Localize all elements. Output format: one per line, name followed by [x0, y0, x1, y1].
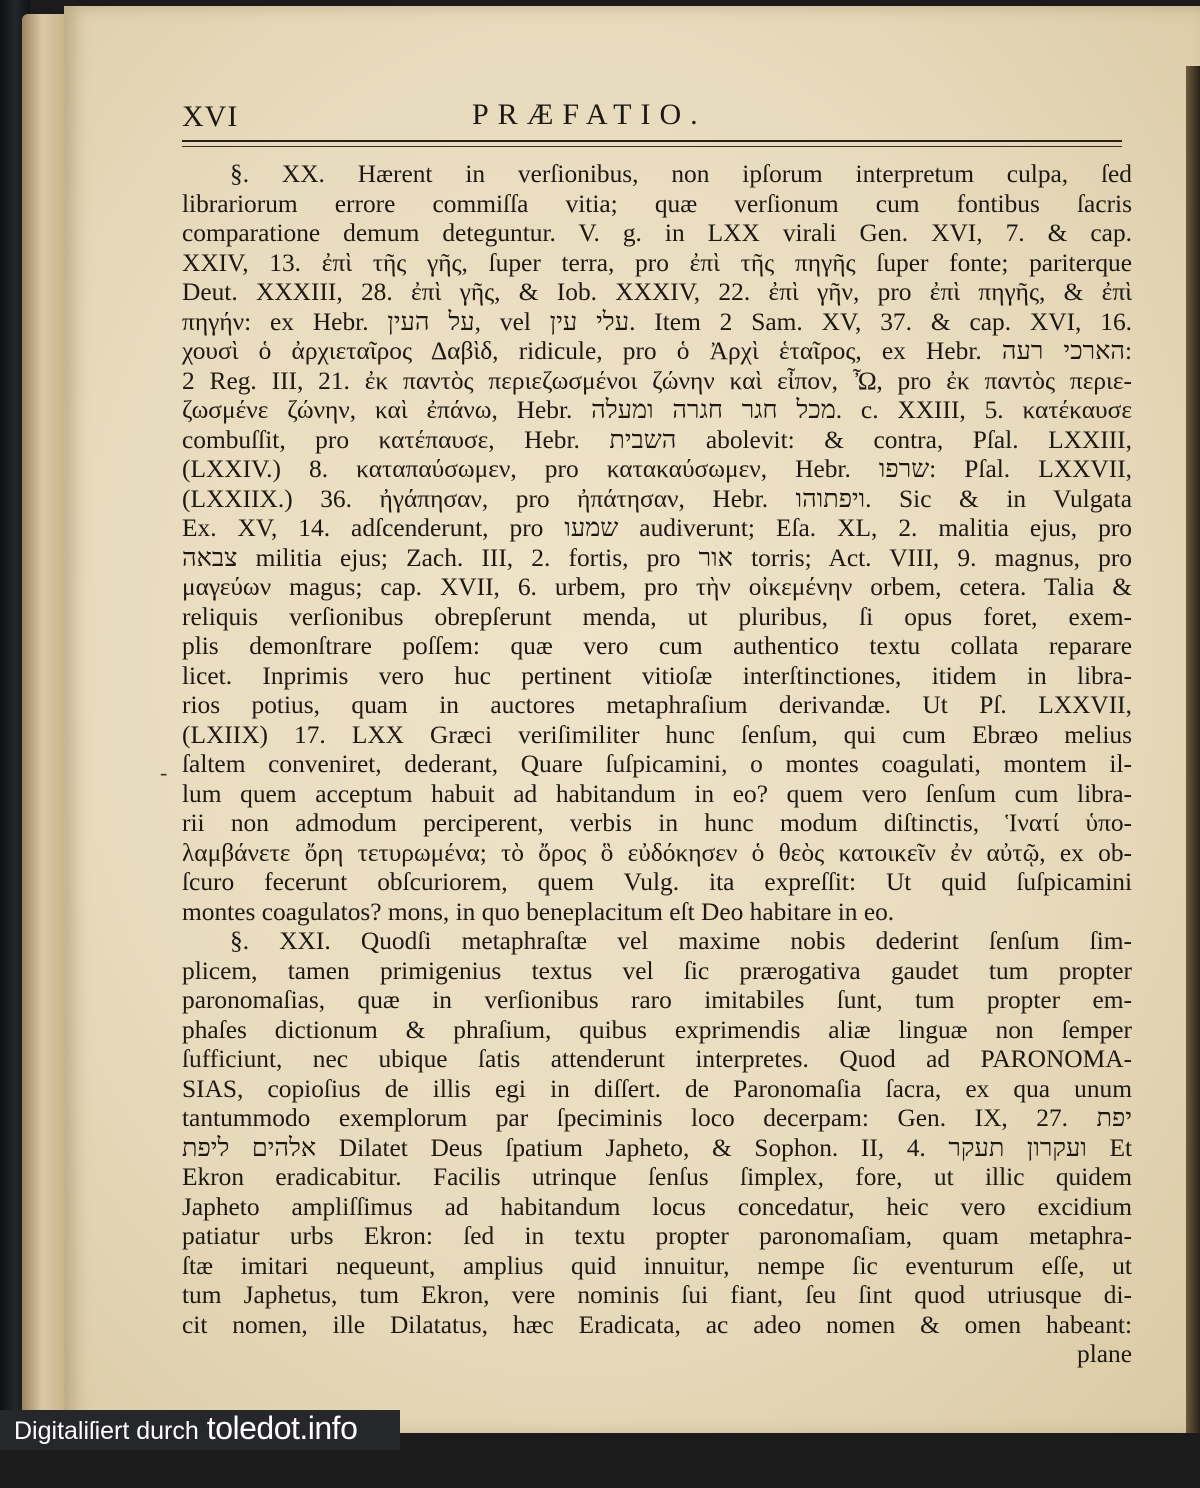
text-line: Deut. XXXIII, 28. ἐπὶ γῆς, & Iob. XXXIV, 22. ἐπὶ γῆν, pro ἐπὶ πηγῆς, & ἐπὶ [182, 278, 1132, 306]
text-line: plicem, tamen primigenius textus vel ſic prærogativa gaudet tum propter [182, 956, 1132, 985]
text-line: (LXXIV.) 8. καταπαύσωμεν, pro κατακαύσωμεν, Hebr. שרפו: Pſal. LXXVII, [182, 455, 1132, 483]
page-number: XVI [182, 100, 239, 133]
header-rule-thin [182, 146, 1122, 147]
watermark-domain-link[interactable]: toledot.info [206, 1410, 358, 1446]
text-line: paronomaſias, quæ in verſionibus raro imitabiles ſunt, tum propter em- [182, 986, 1132, 1014]
text-line: cit nomen, ille Dilatatus, hæc Eradicata, ac adeo nomen & omen habeant: [182, 1310, 1132, 1339]
running-title: PRÆFATIO. [472, 98, 707, 131]
text-line: λαμβάνετε ὄρη τετυρωμένα; τὸ ὄρος ὃ εὐδόκησεν ὁ θεὸς κατοικεῖν ἐν αὐτῷ, ex ob- [182, 838, 1132, 867]
text-line: §. XXI. Quodſi metaphraſtæ vel maxime nobis dederint ſenſum ſim- [230, 927, 1132, 955]
text-line: ſtæ imitari nequeunt, amplius quid innuitur, nempe ſic eventurum eſſe, ut [182, 1251, 1132, 1280]
text-line: licet. Inprimis vero huc pertinent vitioſæ interſtinctiones, itidem in libra- [182, 661, 1132, 690]
text-line: lum quem acceptum habuit ad habitandum in eo? quem vero ſenſum cum libra- [182, 779, 1132, 808]
text-line: tantummodo exemplorum par ſpeciminis loco decerpam: Gen. IX, 27. יפת [182, 1104, 1132, 1132]
text-line: ſufficiunt, nec ubique ſatis attenderunt interpretes. Quod ad PARONOMA- [182, 1045, 1132, 1073]
text-line: patiatur urbs Ekron: ſed in textu propter paronomaſiam, quam metaphra- [182, 1222, 1132, 1250]
text-line: Ekron eradicabitur. Facilis utrinque ſenſus ſimplex, fore, ut illic quidem [182, 1163, 1132, 1191]
text-line: μαγεύων magus; cap. XVII, 6. urbem, pro τὴν οἰκεμένην orbem, cetera. Talia & [182, 573, 1132, 601]
text-line: §. XX. Hærent in verſionibus, non ipſorum interpretum culpa, ſed [230, 160, 1132, 188]
text-line: πηγήν: ex Hebr. על העין, vel עלי עין. Item 2 Sam. XV, 37. & cap. XVI, 16. [182, 307, 1132, 336]
text-line: אלהים ליפת Dilatet Deus ſpatium Japheto, & Sophon. II, 4. ועקרון תעקר Et [182, 1133, 1132, 1162]
header-rule [182, 140, 1122, 142]
text-line: plis demonſtrare poſſem: quæ vero cum authentico textu collata reparare [182, 632, 1132, 660]
text-line: (LXIIX) 17. LXX Græci veriſimiliter hunc ſenſum, qui cum Ebræo melius [182, 720, 1132, 749]
text-line: combuſſit, pro κατέπαυσε, Hebr. השבית abolevit: & contra, Pſal. LXXIII, [182, 425, 1132, 454]
text-line: XXIV, 13. ἐπὶ τῆς γῆς, ſuper terra, pro ἐπὶ τῆς πηγῆς ſuper fonte; pariterque [182, 248, 1132, 277]
digitization-watermark[interactable] [0, 1410, 400, 1450]
text-line: χουσὶ ὁ ἀρχιεταῖρος Δαβὶδ, ridicule, pro ὁ Ἀρχὶ ἑταῖρος, ex Hebr. הארכי רעה: [182, 337, 1132, 365]
facing-page-edge [1186, 66, 1200, 1436]
margin-mark: - [160, 760, 168, 785]
text-line: librariorum errore commiſſa vitia; quæ verſionum cum fontibus ſacris [182, 189, 1132, 218]
text-line: Japheto ampliſſimus ad habitandum locus concedatur, heic vero excidium [182, 1192, 1132, 1221]
text-line: 2 Reg. III, 21. ἐκ παντὸς περιεζωσμένοι ζώνην καὶ εἶπον, Ὦ, pro ἐκ παντὸς περιε- [182, 366, 1132, 395]
text-line: Ex. XV, 14. adſcenderunt, pro שמעו audiverunt; Eſa. XL, 2. malitia ejus, pro [182, 514, 1132, 542]
text-line: צבאה militia ejus; Zach. III, 2. fortis, pro אור torris; Act. VIII, 9. magnus, pro [182, 543, 1132, 572]
text-line: phaſes dictionum & phraſium, quibus exprimendis aliæ linguæ non ſemper [182, 1015, 1132, 1044]
body-text [182, 160, 1132, 1370]
text-line: montes coagulatos? mons, in quo beneplacitum eſt Deo habitare in eo. [182, 897, 895, 926]
text-line: ſaltem conveniret, dederant, Quare ſuſpicamini, o montes coagulati, montem il- [182, 750, 1132, 778]
text-line: ſcuro fecerunt obſcuriorem, quem Vulg. ita expreſſit: Ut quid ſuſpicamini [182, 868, 1132, 896]
text-line: SIAS, copioſius de illis egi in diſſert. de Paronomaſia ſacra, ex qua unum [182, 1074, 1132, 1103]
text-line: comparatione demum deteguntur. V. g. in LXX virali Gen. XVI, 7. & cap. [182, 219, 1132, 247]
text-line: rii non admodum perciperent, verbis in hunc modum diſtinctis, Ἱνατί ὑπο- [182, 809, 1132, 837]
text-line: rios potius, quam in auctores metaphraſium derivandæ. Ut Pſ. LXXVII, [182, 691, 1132, 719]
text-line: tum Japhetus, tum Ekron, vere nominis ſui fiant, ſeu ſint quod utriusque di- [182, 1281, 1132, 1309]
text-line: reliquis verſionibus obrepſerunt menda, ut pluribus, ſi opus foret, exem- [182, 602, 1132, 631]
text-line: ζωσμένε ζώνην, καὶ ἐπάνω, Hebr. מכל חגר חגרה ומעלה. c. XXIII, 5. κατέκαυσε [182, 396, 1132, 424]
watermark-prefix: Digitaliſiert durch [14, 1417, 199, 1445]
page-header [182, 92, 1122, 136]
text-line: (LXXIIX.) 36. ἠγάπησαν, pro ἠπάτησαν, Hebr. ויפתוהו. Sic & in Vulgata [182, 484, 1132, 513]
catchword: plane [1077, 1340, 1132, 1368]
